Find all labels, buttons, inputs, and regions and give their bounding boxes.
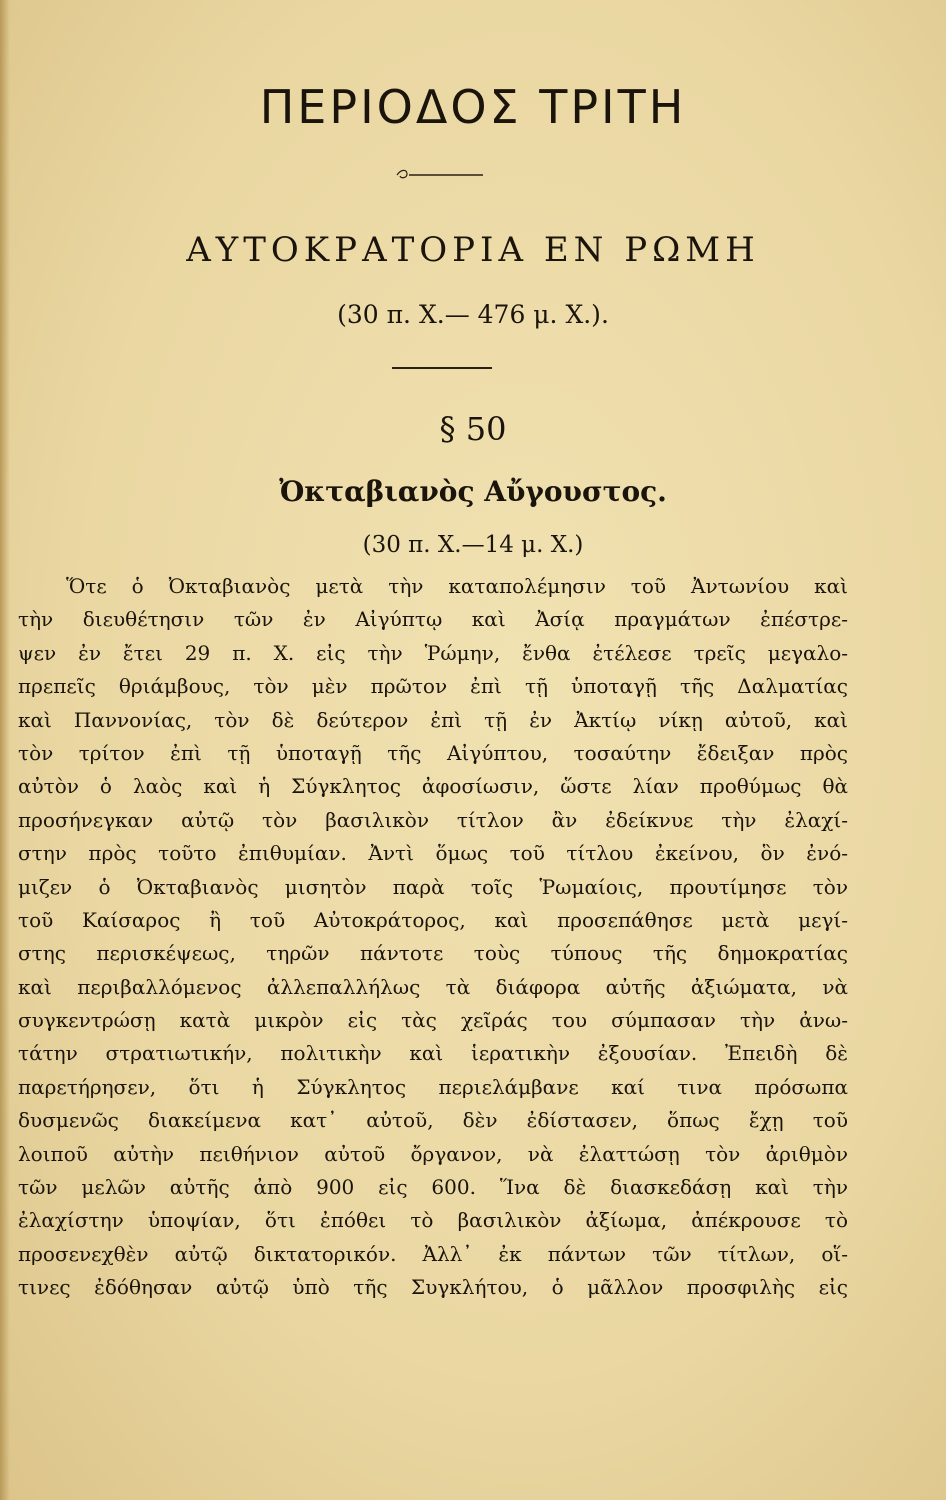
section-dates: (30 π. Χ.—14 μ. Χ.) [362,532,584,558]
divider-rule [392,367,492,369]
text-line: στην πρὸς τοῦτο ἐπιθυμίαν. Ἀντὶ ὅμως τοῦ τίτλου ἐκείνου, ὃν ἐνό- [18,841,848,866]
period-title: ΠΕΡΙΟΔΟΣ ΤΡΙΤΗ [259,80,687,134]
text-line: λοιποῦ αὐτὴν πειθήνιον αὐτοῦ ὄργανον, νὰ ἐλαττώσῃ τὸν ἀριθμὸν [18,1141,848,1166]
text-line: Ὅτε ὁ Ὀκταβιανὸς μετὰ τὴν καταπολέμησιν τοῦ Ἀντωνίου καὶ [66,574,848,598]
text-line: παρετήρησεν, ὅτι ἡ Σύγκλητος περιελάμβανε καί τινα πρόσωπα [18,1074,848,1099]
text-line: συγκεντρώσῃ κατὰ μικρὸν εἰς τὰς χεῖράς του σύμπασαν τὴν ἀνω- [18,1008,848,1033]
text-line: τὴν διευθέτησιν τῶν ἐν Αἰγύπτῳ καὶ Ἀσίᾳ πραγμάτων ἐπέστρε- [18,607,848,632]
text-line: προσήνεγκαν αὐτῷ τὸν βασιλικὸν τίτλον ἂν ἐδείκνυε τὴν ἐλαχί- [18,807,848,832]
ornament-flourish [395,167,485,181]
text-line: αὐτὸν ὁ λαὸς καὶ ἡ Σύγκλητος ἀφοσίωσιν, ὥστε λίαν προθύμως θὰ [18,774,848,799]
text-line: τῶν μελῶν αὐτῆς ἀπὸ 900 εἰς 600. Ἵνα δὲ διασκεδάσῃ καὶ τὴν [18,1175,848,1200]
text-line: προσενεχθὲν αὐτῷ δικτατορικόν. Ἀλλ᾽ ἐκ πάντων τῶν τίτλων, οἵ- [18,1241,848,1266]
text-line: καὶ Παννονίας, τὸν δὲ δεύτερον ἐπὶ τῇ ἐν Ἀκτίῳ νίκῃ αὐτοῦ, καὶ [18,707,848,732]
empire-dates: (30 π. Χ.— 476 μ. Χ.). [337,300,609,329]
empire-title: ΑΥΤΟΚΡΑΤΟΡΙΑ ΕΝ ΡΩΜΗ [186,230,760,270]
section-number: § 50 [439,410,507,448]
text-line: τινες ἐδόθησαν αὐτῷ ὑπὸ τῆς Συγκλήτου, ὁ μᾶλλον προσφιλὴς εἰς [18,1275,848,1300]
section-title: Ὀκταβιανὸς Αὔγουστος. [279,475,667,508]
text-line: στης περισκέψεως, τηρῶν πάντοτε τοὺς τύπους τῆς δημοκρατίας [18,941,848,966]
text-line: καὶ περιβαλλόμενος ἀλλεπαλλήλως τὰ διάφορα αὐτῆς ἀξιώματα, νὰ [18,974,848,999]
body-paragraph [18,570,848,1305]
text-line: πρεπεῖς θριάμβους, τὸν μὲν πρῶτον ἐπὶ τῇ ὑποταγῇ τῆς Δαλματίας [18,674,848,699]
page-edge-shadow [0,0,10,1500]
text-line: δυσμενῶς διακείμενα κατ᾽ αὐτοῦ, δὲν ἐδίστασεν, ὅπως ἔχῃ τοῦ [18,1108,848,1133]
text-line: τοῦ Καίσαρος ἢ τοῦ Αὐτοκράτορος, καὶ προσεπάθησε μετὰ μεγί- [18,907,848,932]
text-line: τὸν τρίτον ἐπὶ τῇ ὑποταγῇ τῆς Αἰγύπτου, τοσαύτην ἔδειξαν πρὸς [18,740,848,765]
text-line: μιζεν ὁ Ὀκταβιανὸς μισητὸν παρὰ τοῖς Ῥωμαίοις, προυτίμησε τὸν [18,874,848,899]
text-line: τάτην στρατιωτικήν, πολιτικὴν καὶ ἱερατικὴν ἐξουσίαν. Ἐπειδὴ δὲ [18,1041,848,1066]
text-line: ψεν ἐν ἔτει 29 π. Χ. εἰς τὴν Ῥώμην, ἔνθα ἐτέλεσε τρεῖς μεγαλο- [18,640,848,665]
text-line: ἐλαχίστην ὑποψίαν, ὅτι ἐπόθει τὸ βασιλικὸν ἀξίωμα, ἀπέκρουσε τὸ [18,1208,848,1233]
